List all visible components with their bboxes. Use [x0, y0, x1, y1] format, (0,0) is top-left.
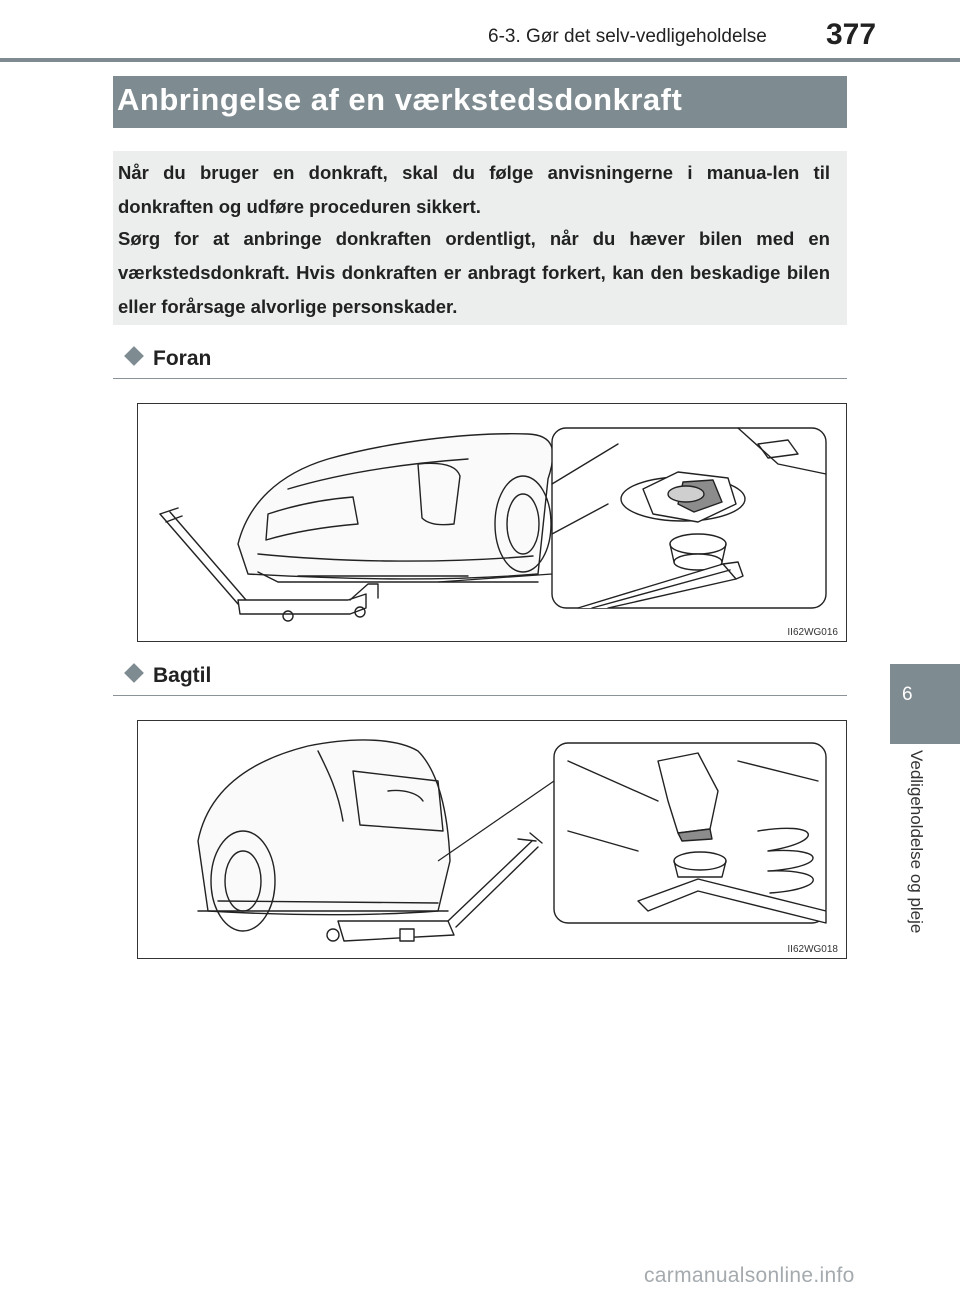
watermark: carmanualsonline.info: [644, 1264, 855, 1287]
figure-front-jack-point: [137, 403, 847, 642]
page-number: 377: [826, 18, 877, 51]
intro-paragraph-2: Sørg for at anbringe donkraften ordentligt, når du hæver bilen med en værkstedsdonkraft. Hvis donkraften er anbragt forkert, kan den beskadige bilen eller forårsage alvorlige personskader.: [118, 228, 830, 317]
running-header: 6-3. Gør det selv-vedligeholdelse: [488, 26, 767, 47]
header-rule: [0, 58, 960, 62]
front-jack-illustration: [138, 404, 846, 641]
subsection-heading-rear: [127, 664, 211, 688]
subsection-rule: [113, 695, 847, 696]
figure-code: II62WG018: [787, 944, 838, 955]
intro-paragraph-1: Når du bruger en donkraft, skal du følge anvisningerne i manua-len til donkraften og udføre proceduren sikkert.: [118, 162, 830, 217]
subsection-heading-label: Foran: [153, 347, 212, 370]
figure-rear-jack-point: [137, 720, 847, 959]
subsection-heading-label: Bagtil: [153, 664, 212, 687]
subsection-rule: [113, 378, 847, 379]
subsection-heading-front: [127, 347, 211, 371]
diamond-bullet-icon: [124, 346, 144, 366]
figure-code: II62WG016: [787, 627, 838, 638]
chapter-tab: [890, 664, 960, 744]
section-title: Anbringelse af en værkstedsdonkraft: [117, 82, 683, 117]
diamond-bullet-icon: [124, 663, 144, 683]
chapter-number: 6: [902, 684, 913, 705]
chapter-label: Vedligeholdelse og pleje: [907, 750, 926, 934]
rear-jack-illustration: [138, 721, 846, 958]
